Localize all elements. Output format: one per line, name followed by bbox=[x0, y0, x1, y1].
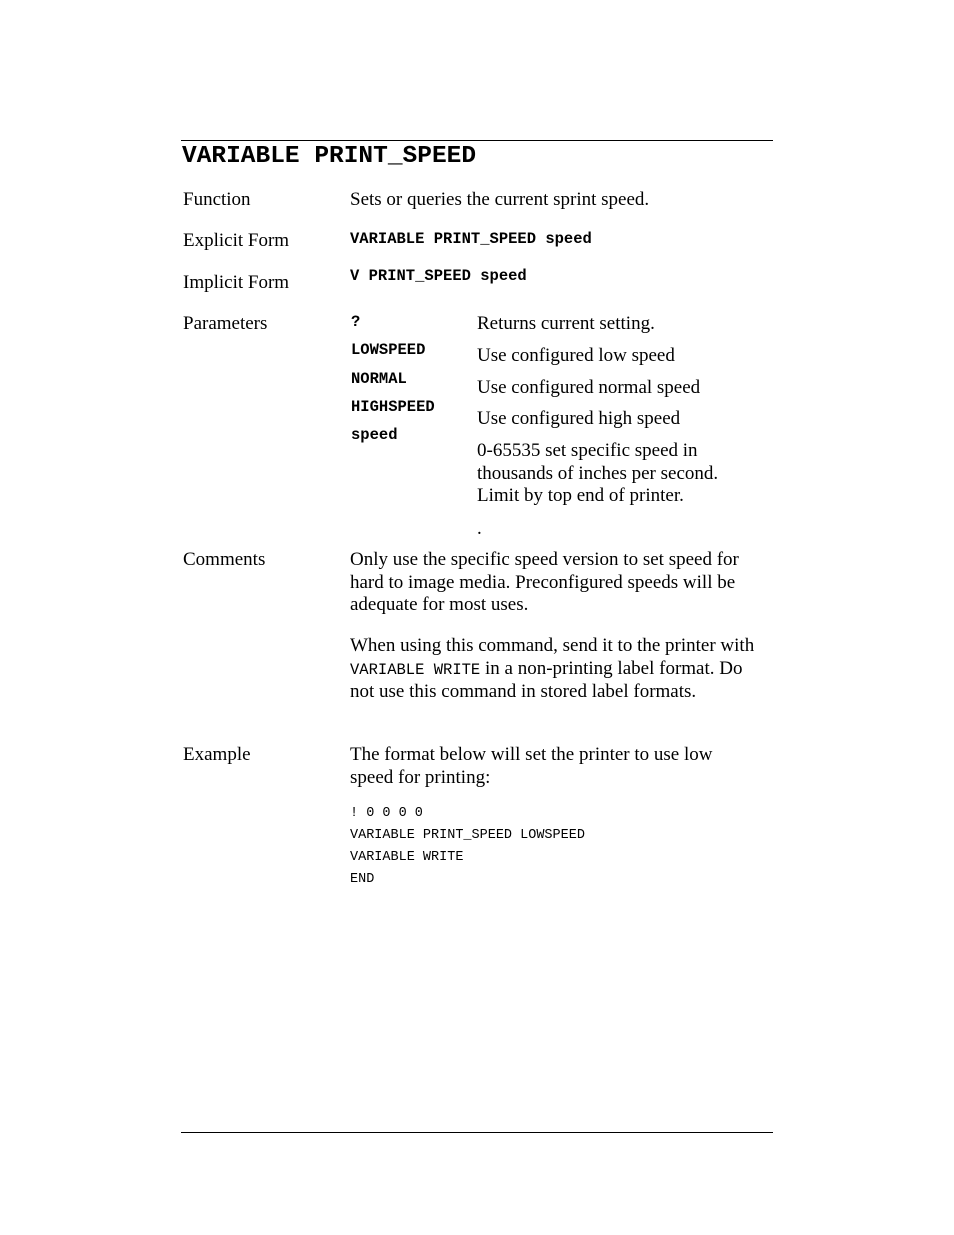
param-desc-highspeed: Use configured high speed bbox=[477, 408, 681, 429]
implicit-form-label: Implicit Form bbox=[183, 272, 290, 293]
example-code-line: VARIABLE WRITE bbox=[350, 850, 464, 865]
param-desc-query: Returns current setting. bbox=[477, 313, 655, 334]
explicit-form-syntax: VARIABLE PRINT_SPEED speed bbox=[350, 230, 592, 248]
param-name-highspeed: HIGHSPEED bbox=[351, 398, 435, 416]
comments-paragraph-2-end: in a non-printing label format. Do not use this command in stored label formats. bbox=[350, 657, 743, 702]
example-code-line: END bbox=[350, 872, 375, 887]
param-name-speed: speed bbox=[351, 426, 398, 444]
comments-label: Comments bbox=[183, 549, 266, 570]
param-desc-speed: 0-65535 set specific speed in thousands of inches per second. Limit by top end of printer. bbox=[477, 440, 719, 506]
top-divider bbox=[181, 140, 773, 141]
example-code-line: VARIABLE PRINT_SPEED LOWSPEED bbox=[350, 828, 585, 843]
function-text: Sets or queries the current sprint speed. bbox=[350, 189, 650, 210]
comments-paragraph-2 bbox=[350, 635, 765, 704]
comments-paragraph-2-start: When using this command, send it to the printer with bbox=[350, 635, 755, 656]
param-desc-lowspeed: Use configured low speed bbox=[477, 345, 675, 366]
example-code-line: ! 0 0 0 0 bbox=[350, 806, 423, 821]
parameters-label: Parameters bbox=[183, 313, 268, 334]
param-name-normal: NORMAL bbox=[351, 370, 407, 388]
page-title: VARIABLE PRINT_SPEED bbox=[182, 143, 477, 170]
example-label: Example bbox=[183, 744, 251, 765]
param-desc-normal: Use configured normal speed bbox=[477, 377, 701, 398]
implicit-form-syntax: V PRINT_SPEED speed bbox=[350, 267, 527, 285]
comments-paragraph-1: Only use the specific speed version to set speed for hard to image media. Preconfigured speeds will be adequate for most uses. bbox=[350, 549, 739, 615]
param-trailing-dot: . bbox=[477, 518, 482, 539]
example-intro: The format below will set the printer to use low speed for printing: bbox=[350, 744, 713, 788]
function-label: Function bbox=[183, 189, 251, 210]
bottom-divider bbox=[181, 1132, 773, 1133]
param-name-query: ? bbox=[351, 313, 361, 331]
inline-code-variable-write: VARIABLE WRITE bbox=[350, 660, 481, 679]
param-name-lowspeed: LOWSPEED bbox=[351, 341, 426, 359]
explicit-form-label: Explicit Form bbox=[183, 230, 290, 251]
